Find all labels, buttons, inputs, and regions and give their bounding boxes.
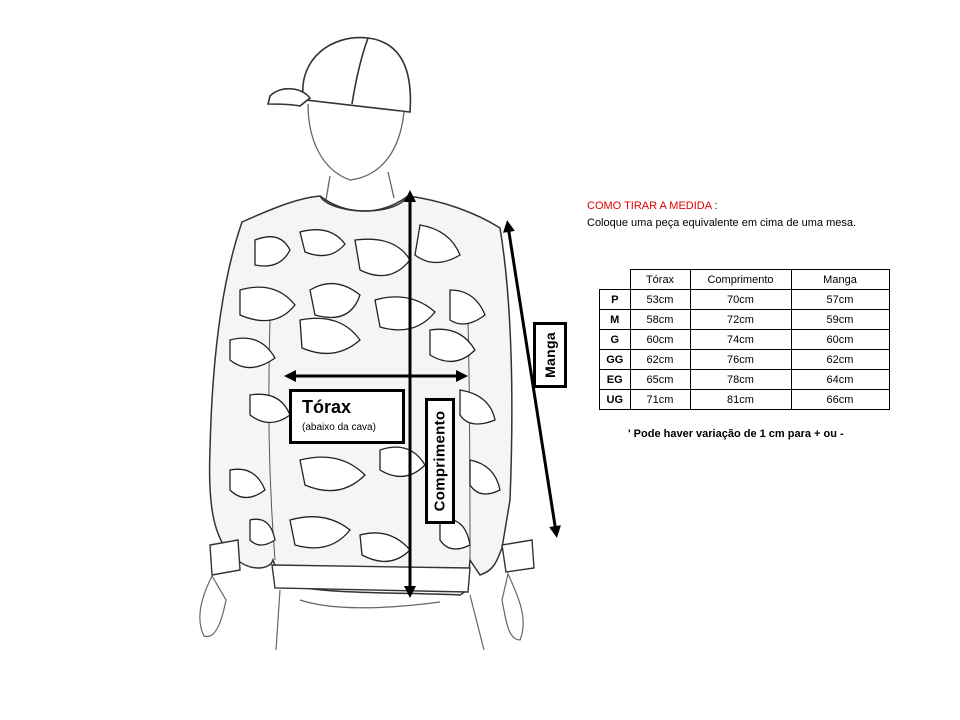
size-table-header-row [600, 270, 890, 290]
manga-cell: 59cm [791, 310, 889, 330]
comprimento-cell: 74cm [690, 330, 791, 350]
head-sketch [308, 104, 404, 200]
torax-cell: 53cm [630, 290, 690, 310]
comprimento-label-box [425, 398, 455, 524]
size-cell: P [600, 290, 631, 310]
comprimento-label: Comprimento [431, 410, 449, 512]
manga-label-box [533, 322, 567, 388]
comprimento-cell: 81cm [690, 390, 791, 410]
size-table [599, 269, 890, 410]
torax-label-box [289, 389, 405, 444]
size-cell: G [600, 330, 631, 350]
torax-sub-label: (abaixo da cava) [302, 422, 376, 433]
torax-cell: 62cm [630, 350, 690, 370]
table-row [600, 350, 890, 370]
header-manga: Manga [791, 270, 889, 290]
torax-cell: 58cm [630, 310, 690, 330]
torax-cell: 65cm [630, 370, 690, 390]
howto-title-suffix: : [711, 200, 718, 212]
comprimento-cell: 78cm [690, 370, 791, 390]
howto-heading [587, 199, 718, 213]
torax-cell: 71cm [630, 390, 690, 410]
comprimento-cell: 70cm [690, 290, 791, 310]
torax-label: Tórax [302, 397, 352, 417]
table-row [600, 370, 890, 390]
howto-text: Coloque uma peça equivalente em cima de uma mesa. [587, 217, 857, 229]
size-cell: GG [600, 350, 631, 370]
size-cell: UG [600, 390, 631, 410]
manga-label: Manga [542, 332, 558, 378]
size-cell: EG [600, 370, 631, 390]
header-comprimento: Comprimento [690, 270, 791, 290]
table-row [600, 390, 890, 410]
cap-icon [268, 38, 410, 112]
manga-cell: 64cm [791, 370, 889, 390]
manga-cell: 62cm [791, 350, 889, 370]
footnote: ' Pode haver variação de 1 cm para + ou - [628, 428, 844, 440]
comprimento-cell: 76cm [690, 350, 791, 370]
comprimento-cell: 72cm [690, 310, 791, 330]
torax-cell: 60cm [630, 330, 690, 350]
howto-title: COMO TIRAR A MEDIDA [587, 200, 712, 212]
table-row [600, 330, 890, 350]
manga-cell: 66cm [791, 390, 889, 410]
manga-cell: 60cm [791, 330, 889, 350]
size-table-corner [600, 270, 631, 290]
table-row [600, 290, 890, 310]
table-row [600, 310, 890, 330]
header-torax: Tórax [630, 270, 690, 290]
size-cell: M [600, 310, 631, 330]
manga-cell: 57cm [791, 290, 889, 310]
